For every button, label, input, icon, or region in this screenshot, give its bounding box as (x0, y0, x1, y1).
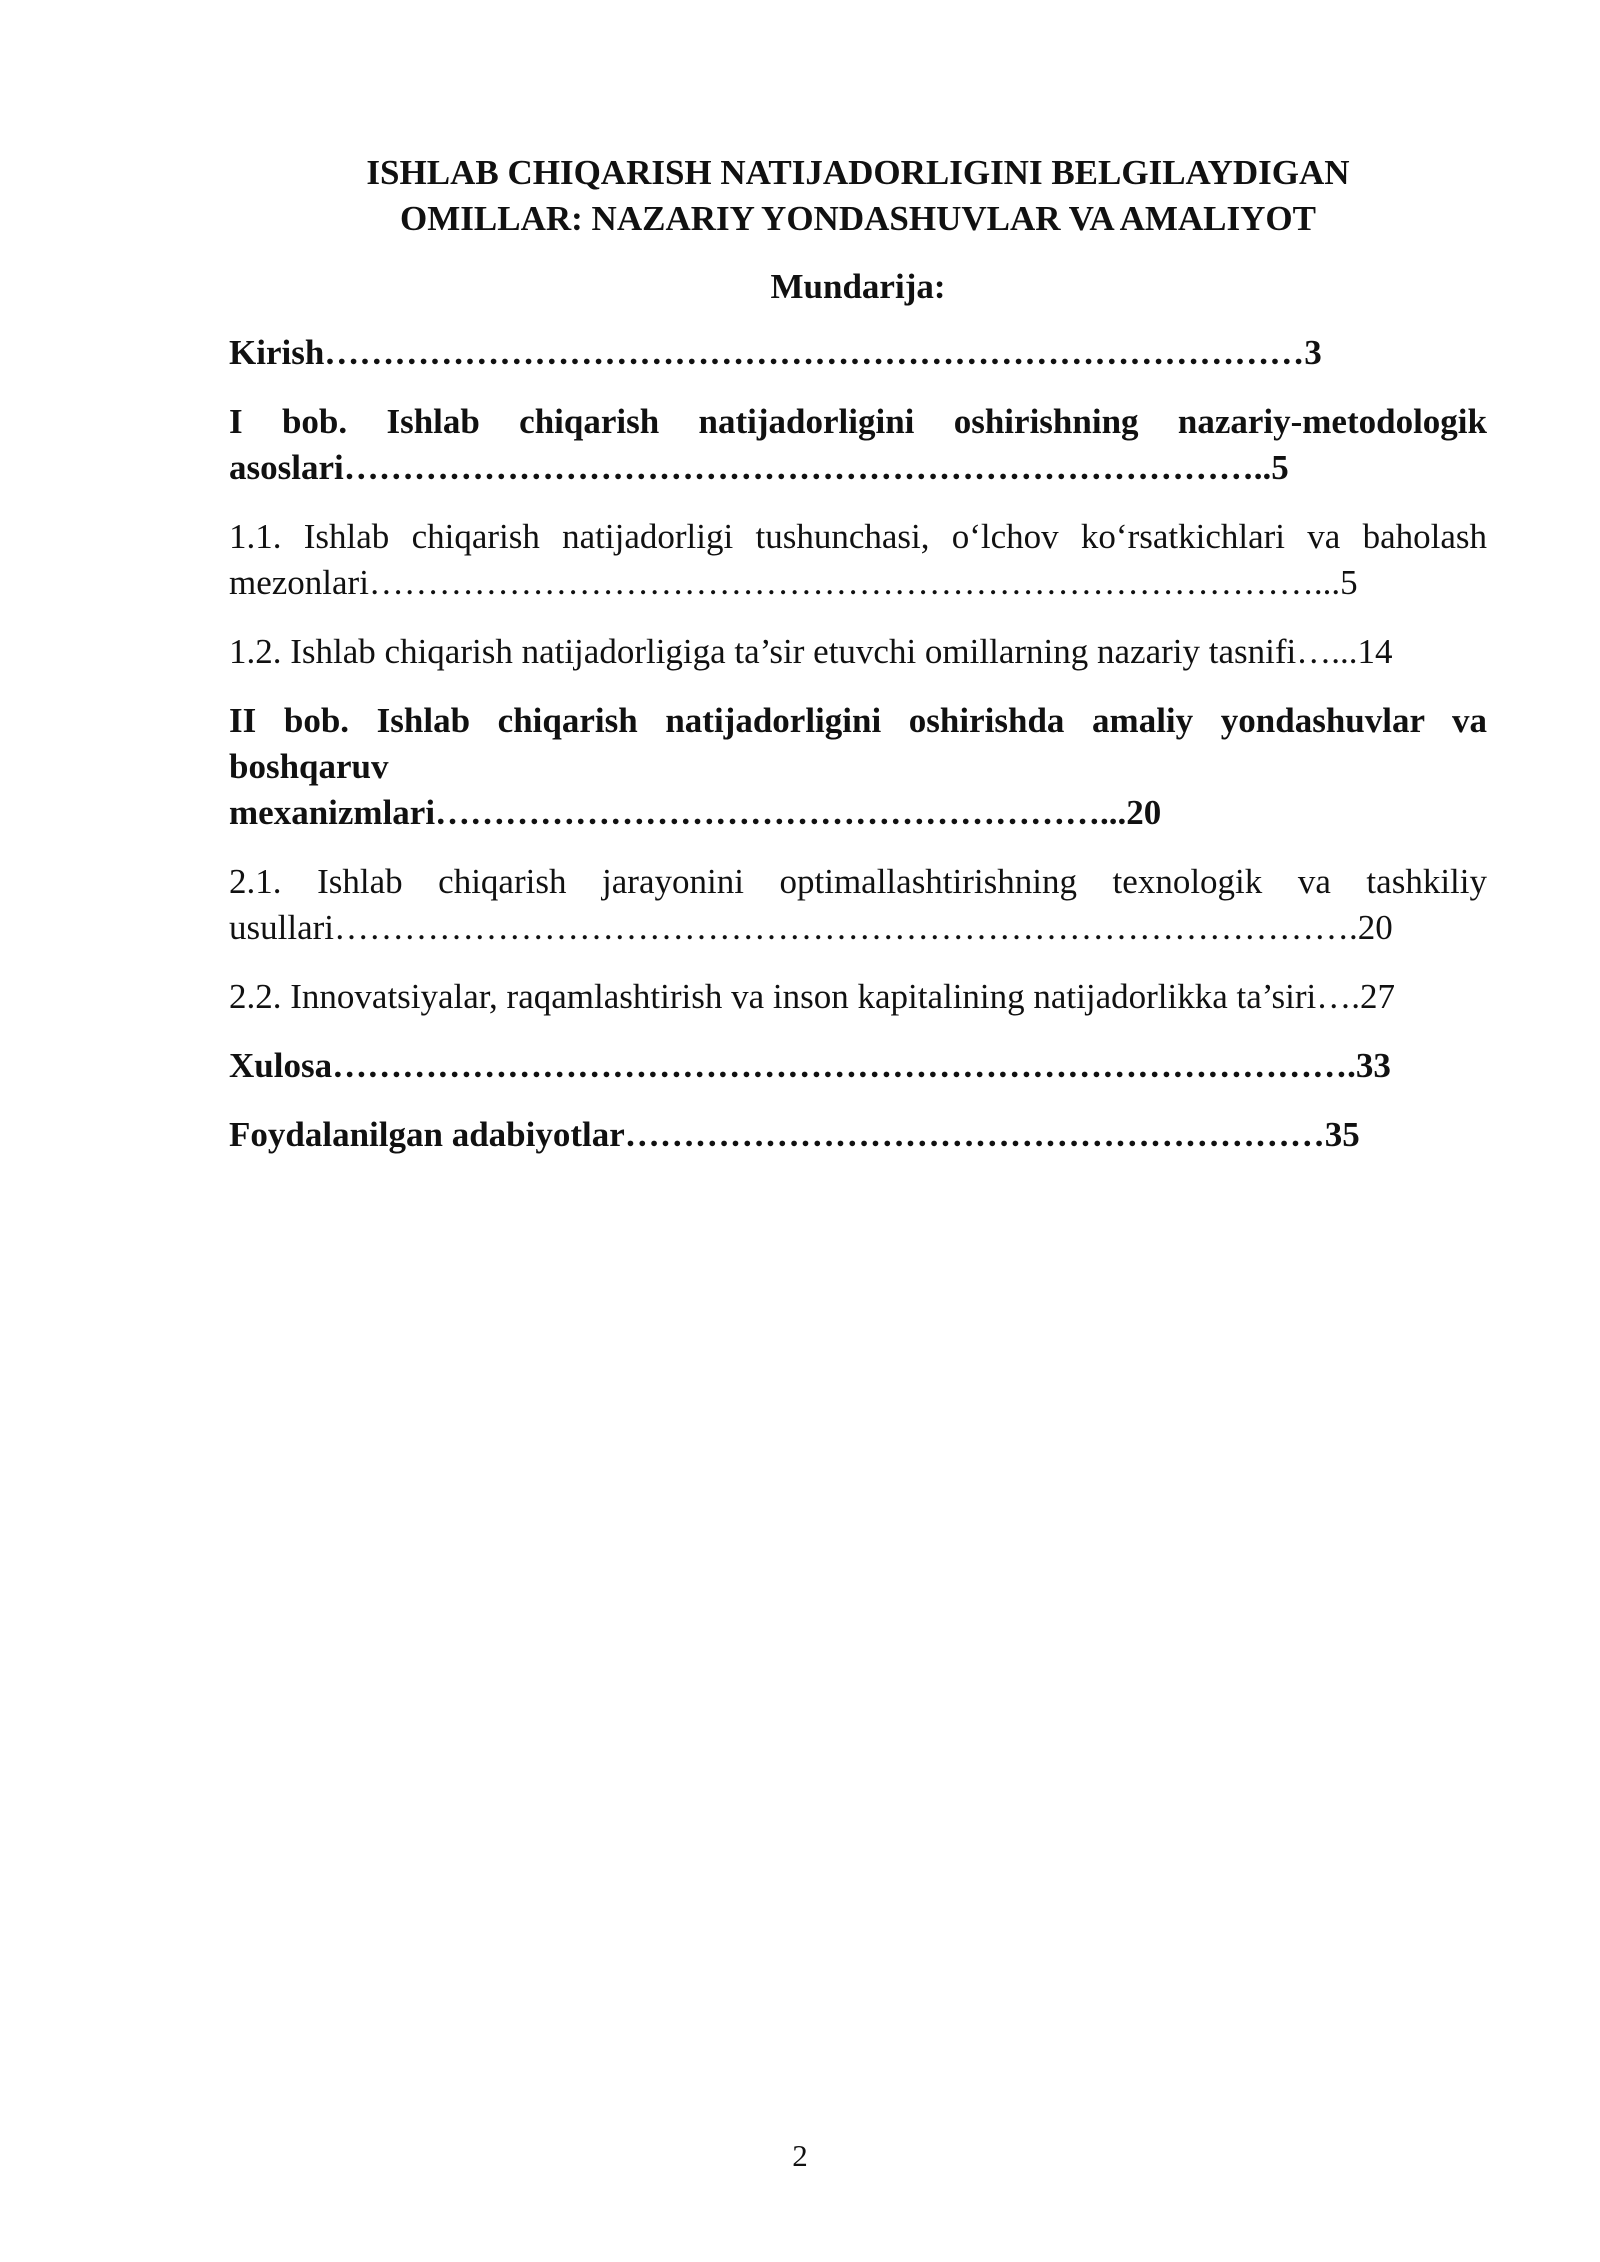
document-title-line-2: OMILLAR: NAZARIY YONDASHUVLAR VA AMALIYOT (400, 199, 1316, 238)
toc-entry-section-1-2: 1.2. Ishlab chiqarish natijadorligiga ta’sir etuvchi omillarning nazariy tasnifi…...14 (229, 632, 1393, 671)
toc-entry-section-2-2: 2.2. Innovatsiyalar, raqamlashtirish va inson kapitalining natijadorlikka ta’siri….27 (229, 977, 1395, 1016)
toc-entry-adabiyotlar: Foydalanilgan adabiyotlar……………………………………………………35 (229, 1115, 1360, 1154)
toc-heading: Mundarija: (770, 267, 946, 306)
toc-entry-section-2-1: 2.1. Ishlab chiqarish jarayonini optimallashtirishning texnologik va tashkiliy usullari…………………………………………………………………………….20 (229, 862, 1487, 947)
toc-entry-xulosa: Xulosa…………………………………………………………………………….33 (229, 1046, 1391, 1085)
table-of-contents (229, 330, 1487, 1158)
document-title (229, 150, 1487, 242)
document-page (229, 150, 1487, 1181)
toc-entry-chapter-1: I bob. Ishlab chiqarish natijadorligini oshirishning nazariy-metodologik asoslari……………………………………………………………………..5 (229, 402, 1487, 487)
toc-entry-section-1-1: 1.1. Ishlab chiqarish natijadorligi tushunchasi, oʻlchov koʻrsatkichlari va baholash mezonlari………………………………………………………………………...5 (229, 517, 1487, 602)
toc-entry-kirish: Kirish…………………………………………………………………………3 (229, 333, 1322, 372)
toc-entry-chapter-2: II bob. Ishlab chiqarish natijadorligini oshirishda amaliy yondashuvlar va boshqaruv (229, 701, 1487, 786)
toc-entry-chapter-2-continued: mexanizmlari…………………………………………………...20 (229, 793, 1162, 832)
page-number: 2 (792, 2138, 808, 2173)
document-title-line-1: ISHLAB CHIQARISH NATIJADORLIGINI BELGILAYDIGAN (366, 153, 1350, 192)
